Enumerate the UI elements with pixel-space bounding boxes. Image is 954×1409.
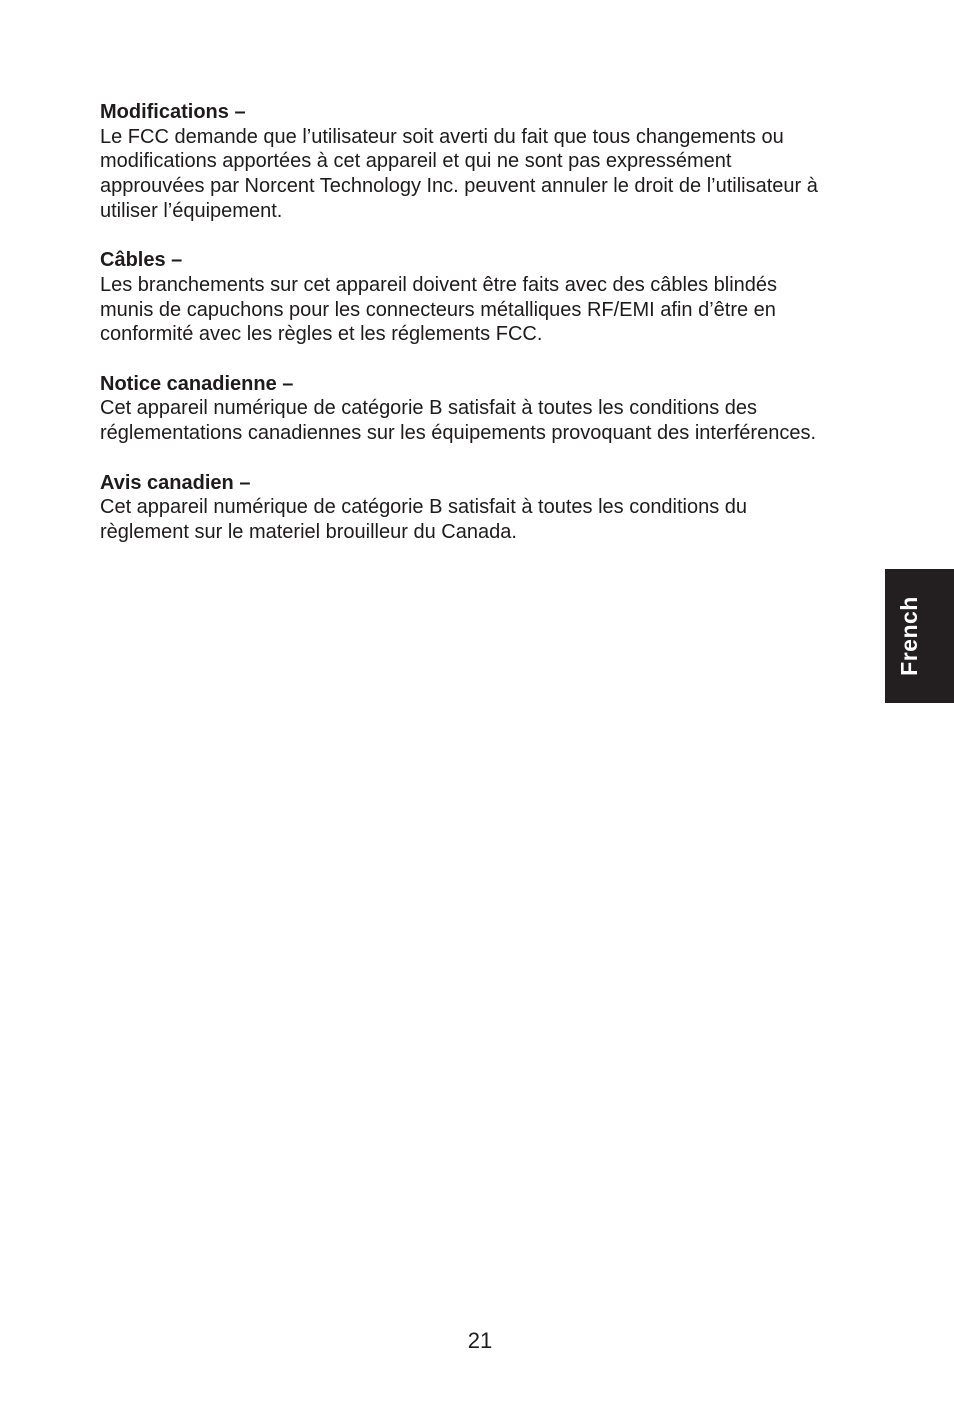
paragraph-line: Les branchements sur cet appareil doivent être faits avec des câbles blindés bbox=[100, 273, 778, 296]
document-body bbox=[100, 100, 880, 569]
paragraph-line: règlement sur le materiel brouilleur du Canada. bbox=[100, 520, 517, 543]
section-modifications bbox=[100, 100, 880, 224]
paragraph-line: Le FCC demande que l’utilisateur soit averti du fait que tous changements ou bbox=[100, 125, 784, 148]
paragraph-line: Cet appareil numérique de catégorie B satisfait à toutes les conditions du bbox=[100, 496, 748, 519]
paragraph-line: utiliser l’équipement. bbox=[100, 199, 283, 222]
section-heading: Notice canadienne – bbox=[100, 372, 294, 395]
paragraph-line: Cet appareil numérique de catégorie B satisfait à toutes les conditions des bbox=[100, 397, 758, 420]
section-heading: Câbles – bbox=[100, 249, 183, 272]
paragraph-line: munis de capuchons pour les connecteurs métalliques RF/EMI afin d’être en bbox=[100, 298, 776, 321]
section-notice-canadienne bbox=[100, 372, 880, 446]
paragraph-line: réglementations canadiennes sur les équipements provoquant des interférences. bbox=[100, 422, 816, 445]
paragraph-line: modifications apportées à cet appareil et qui ne sont pas expressément bbox=[100, 150, 732, 173]
section-heading: Modifications – bbox=[100, 101, 246, 123]
paragraph-line: approuvées par Norcent Technology Inc. peuvent annuler le droit de l’utilisateur à bbox=[100, 175, 818, 198]
language-side-tab bbox=[885, 569, 954, 703]
section-cables bbox=[100, 248, 880, 347]
language-tab-label: French bbox=[896, 596, 922, 676]
page-number: 21 bbox=[467, 1328, 493, 1353]
section-avis-canadien bbox=[100, 471, 880, 545]
section-heading: Avis canadien – bbox=[100, 471, 251, 494]
paragraph-line: conformité avec les règles et les réglements FCC. bbox=[100, 323, 543, 346]
